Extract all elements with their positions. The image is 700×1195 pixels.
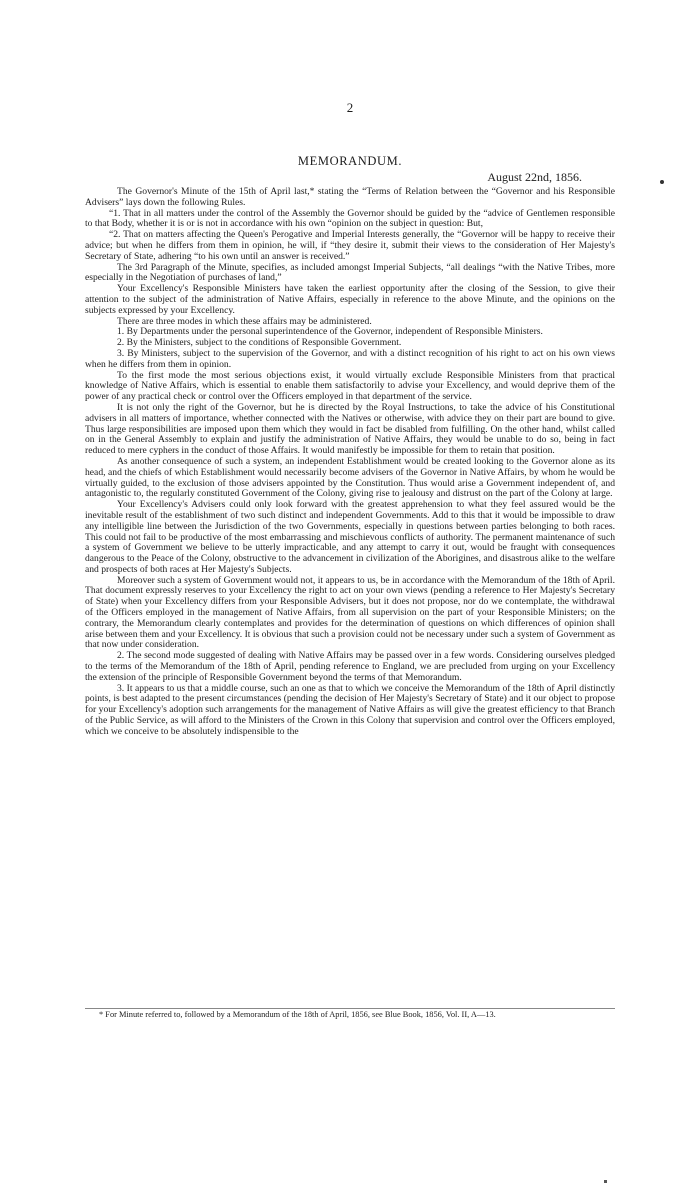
paragraph: The 3rd Paragraph of the Minute, specifies, as included amongst Imperial Subjects, “all dealings “with the Native Tribes, more especially in the Negotiation of purchases of land,” (85, 261, 615, 284)
paragraph: 2. By the Ministers, subject to the conditions of Responsible Government. (117, 337, 402, 349)
document-title: MEMORANDUM. (297, 154, 403, 168)
paragraph: To the first mode the most serious objections exist, it would virtually exclude Responsible Ministers from that practical knowledge of Native Affairs, which is essential to enable them satisfactorily to advise your Excellency, and would deprive them of the power of any practical check or control over the Officers employed in that department of the service. (85, 369, 615, 403)
stray-ink-mark (604, 1180, 607, 1183)
paragraph: There are three modes in which these affairs may be administered. (117, 315, 372, 327)
paragraph: “2. That on matters affecting the Queen's Perogative and Imperial Interests generally, the “Governor will be happy to receive their advice; but when he differs from them in opinion, he will, if “they desire it, submit their views to the consideration of Her Majesty's Secretary of State, adhering “to his own until an answer is received.” (85, 229, 615, 262)
paragraph: Your Excellency's Advisers could only look forward with the greatest apprehension to what they feel assured would be the inevitable result of the establishment of two such distinct and independent Governments. Add to this that it would be impossible to draw any intelligible line between the Jurisdiction of the two Governments, especially in questions between parties belonging to both races. This could not fail to be productive of the most embarrassing and mischievous conflicts of authority. The permanent maintenance of such a system of Government we believe to be utterly impracticable, and any attempt to carry it out, would be fraught with consequences dangerous to the Peace of the Colony, obstructive to the advancement in civilization of the Aborigines, and disastrous alike to the welfare and prospects of both races at Her Majesty's Subjects. (85, 499, 615, 575)
paragraph: 3. By Ministers, subject to the supervision of the Governor, and with a distinct recognition of his right to act on his own views when he differs from them in opinion. (85, 347, 615, 370)
paragraph: 3. It appears to us that a middle course, such an one as that to which we conceive the Memorandum of the 18th of April distinctly points, is best adapted to the present circumstances (pending the decision of Her Majesty's Secretary of State) and it our object to propose for your Excellency's adoption such arrangements for the management of Native Affairs as will give the greatest efficiency to that Branch of the Public Service, as will afford to the Ministers of the Crown in this Colony that supervision and control over the Officers employed, which we conceive to be absolutely indispensible to the (85, 682, 615, 737)
paragraph: “1. That in all matters under the control of the Assembly the Governor should be guided by the “advice of Gentlemen responsible to that Body, whether it is or is not in accordance with his own “opinion on the subject in question: But, (85, 207, 615, 230)
paragraph: The Governor's Minute of the 15th of April last,* stating the “Terms of Relation between the “Governor and his Responsible Advisers” lays down the following Rules. (85, 186, 615, 208)
page-number: 2 (346, 100, 354, 115)
stray-ink-mark (660, 180, 664, 184)
paragraph: Your Excellency's Responsible Ministers have taken the earliest opportunity after the closing of the Session, to give their attention to the subject of the administration of Native Affairs, especially in reference to the above Minute, and the opinions on the subjects expressed by your Excellency. (85, 283, 615, 316)
paragraph: 1. By Departments under the personal superintendence of the Governor, independent of Responsible Ministers. (117, 326, 543, 338)
footnote: * For Minute referred to, followed by a Memorandum of the 18th of April, 1856, see Blue Book, 1856, Vol. II, A—13. (99, 1010, 496, 1019)
paragraph: As another consequence of such a system, an independent Establishment would be created looking to the Governor alone as its head, and the chiefs of which Establishment would necessarily become advisers of the Governor in Native Affairs, by whom he would be virtually guided, to the exclusion of those advisers appointed by the Constitution. Thus would arise a Government independent of, and antagonistic to, the regularly constituted Government of the Colony, giving rise to jealousy and distrust on the part of the Colony at large. (85, 455, 615, 500)
paragraph: Moreover such a system of Government would not, it appears to us, be in accordance with the Memorandum of the 18th of April. That document expressly reserves to your Excellency the right to act on your own views (pending a reference to Her Majesty's Secretary of State) when your Excellency differs from your Responsible Advisers, but it does not propose, nor do we contemplate, the withdrawal of the Officers employed in the management of Native Affairs, from all supervision on the part of your Responsible Ministers; on the contrary, the Memorandum clearly contemplates and provides for the determination of questions on which differences of opinion shall arise between them and your Excellency. It is obvious that such a provision could not be necessary under such a system of Government as that now under consideration. (85, 574, 615, 651)
footnote-divider (85, 1008, 615, 1009)
paragraph: It is not only the right of the Governor, but he is directed by the Royal Instructions, to take the advice of his Constitutional advisers in all matters of importance, whether connected with the Natives or otherwise, with advice they on their part are bound to give. Thus large responsibilities are imposed upon them which they would in fact be disabled from fulfilling. On the other hand, whilst called on in the General Assembly to explain and justify the administration of Native Affairs, they would be unable to do so, being in fact reduced to mere cyphers in the conduct of those Affairs. It would manifestly be impossible for them to retain that position. (85, 401, 615, 457)
document-date: August 22nd, 1856. (487, 170, 582, 184)
memorandum-body (85, 187, 615, 738)
paragraph: 2. The second mode suggested of dealing with Native Affairs may be passed over in a few words. Considering ourselves pledged to the terms of the Memorandum of the 18th of April, pending reference to England, we are precluded from urging on your Excellency the extension of the principle of Responsible Government beyond the terms of that Memorandum. (85, 650, 615, 683)
